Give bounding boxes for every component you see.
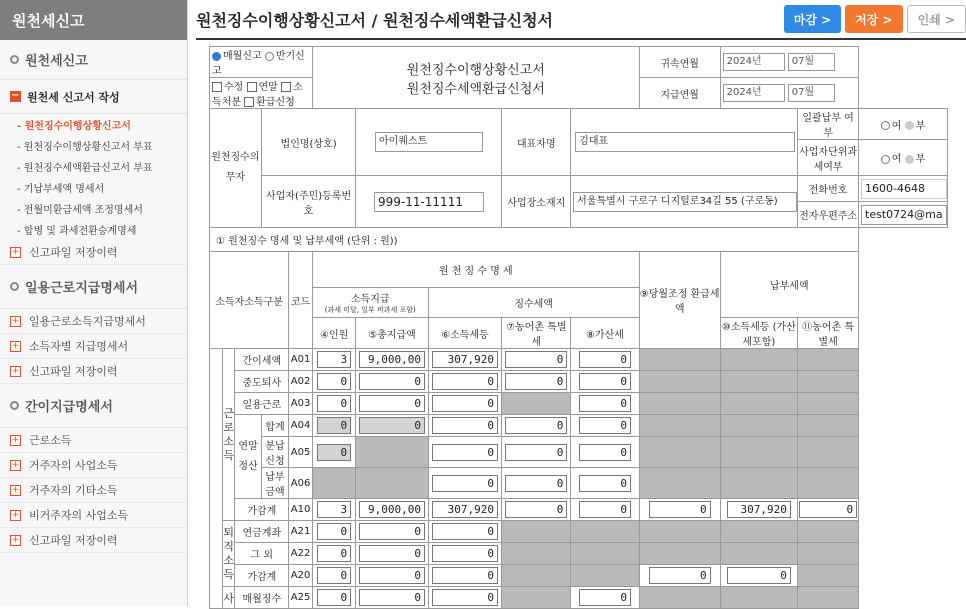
col10-header: ⑩소득세등 (가산세포함): [720, 318, 798, 349]
lump-label: 일괄납부 여부: [798, 109, 859, 140]
col7-header: ⑦농어촌 특별세: [502, 318, 571, 349]
belong-select-cell: [720, 47, 858, 78]
table-row: [210, 587, 948, 609]
unit-radio-cell: [859, 140, 948, 176]
radio-half[interactable]: [265, 52, 274, 61]
c8-input[interactable]: 0: [579, 444, 631, 461]
menu-resident-business[interactable]: [0, 453, 187, 478]
c8-input[interactable]: 0: [579, 589, 631, 606]
row-code: A06: [289, 468, 313, 499]
c5-input[interactable]: 0: [359, 545, 425, 562]
retire-label: 퇴직소득: [223, 521, 235, 587]
chk-year[interactable]: [247, 82, 257, 92]
section-title: ① 원천징수 명세 및 납부세액 (단위 : 원)): [210, 228, 859, 252]
chk-label: 소득처분: [212, 82, 303, 108]
row-code: A02: [289, 371, 313, 393]
radio-monthly[interactable]: [212, 52, 221, 61]
row-name: 연금계좌: [235, 521, 289, 543]
menu-withholding-status-report[interactable]: - 원천징수이행상황신고서: [17, 121, 131, 132]
phone-label: 전화번호: [798, 176, 859, 202]
row-name: 간이세액: [235, 349, 289, 371]
pay-year-select[interactable]: 2024년: [723, 84, 785, 102]
c5-input[interactable]: 9,000,00: [359, 501, 425, 518]
c6-input[interactable]: 0: [432, 475, 498, 492]
circle-icon: [10, 282, 19, 291]
row-code: A10: [289, 499, 313, 521]
plus-icon: +: [11, 459, 20, 470]
item-label: 거주자의 기타소득: [29, 484, 118, 497]
c5-input[interactable]: 0: [359, 373, 425, 390]
table-row: [210, 499, 948, 521]
c4-input[interactable]: 0: [317, 589, 351, 606]
toolbar: [196, 0, 966, 40]
chk-fix[interactable]: [212, 82, 222, 92]
item-label: 소득자별 지급명세서: [29, 340, 129, 353]
c7-input[interactable]: 0: [505, 501, 567, 518]
agent-label: 원천징수의무자: [210, 109, 262, 228]
c5-input[interactable]: 9,000,00: [359, 351, 425, 368]
radio-unit-no[interactable]: [905, 155, 914, 164]
adjust-header: ⑨당월조정 환급세액: [639, 252, 720, 349]
row-name: 납부금액: [261, 468, 288, 499]
next-group-label: 사: [223, 587, 235, 609]
col8-header: ⑧가산세: [571, 318, 640, 349]
plus-icon: +: [11, 534, 20, 545]
radio-label: 여: [891, 120, 902, 132]
table-row: [210, 371, 948, 393]
belong-month-select[interactable]: 07월: [788, 53, 835, 71]
row-name: 분납신청: [261, 437, 288, 468]
section-label: 원천세신고: [25, 54, 88, 69]
report-form: [209, 46, 948, 609]
page-title: 원천징수이행상황신고서 / 원천징수세액환급신청서: [196, 10, 554, 30]
tax-header: 징수세액: [428, 288, 639, 318]
pay-group-header: [312, 288, 428, 318]
row-name: 그 외: [235, 543, 289, 565]
menu-file-history-3[interactable]: [0, 528, 187, 553]
email-input[interactable]: test0724@ma: [861, 205, 947, 225]
name-label: 법인명(상호): [261, 109, 356, 176]
c5-input[interactable]: 0: [359, 523, 425, 540]
c6-input[interactable]: 0: [432, 373, 498, 390]
addr-label: 사업장소재지: [502, 176, 571, 228]
item-label: 신고파일 저장이력: [29, 534, 118, 547]
item-label: 일용근로소득지급명세서: [29, 315, 146, 328]
row-name: 합계: [261, 415, 288, 437]
menu-work-income[interactable]: [0, 428, 187, 453]
section-simple[interactable]: [0, 384, 187, 428]
item-label: 신고파일 저장이력: [29, 246, 118, 259]
radio-label: 여: [891, 154, 902, 165]
work-label: 근로소득: [223, 349, 235, 521]
checkbox-cell: [210, 78, 313, 109]
menu-file-history-1[interactable]: [0, 240, 187, 265]
item-label: 근로소득: [29, 434, 72, 447]
pay-label: 지급연월: [639, 78, 720, 109]
menu-status-report-attachment[interactable]: - 원천징수이행상황신고서 부표: [17, 142, 153, 153]
circle-icon: [10, 401, 19, 410]
yearend-label: 연말정산: [235, 415, 261, 499]
table-row: [210, 437, 948, 468]
biz-input[interactable]: 999-11-11111: [374, 192, 484, 212]
radio-label: 매월신고: [223, 51, 262, 62]
plus-icon: +: [11, 365, 20, 376]
table-row: [210, 543, 948, 565]
c9-input[interactable]: 0: [649, 567, 711, 584]
group-report-write[interactable]: [0, 80, 187, 114]
c10-input[interactable]: 307,920: [727, 501, 791, 518]
row-name: 일용근로: [235, 393, 289, 415]
c7-input[interactable]: 0: [505, 475, 567, 492]
menu-file-history-2[interactable]: [0, 359, 187, 384]
chk-label: 연말: [258, 82, 278, 93]
section-withholding[interactable]: [0, 40, 187, 80]
table-row: [210, 521, 948, 543]
section-daily-worker[interactable]: [0, 265, 187, 309]
col11-header: ⑪농어촌 특별세: [798, 318, 859, 349]
chk-label: 환급신청: [256, 97, 295, 108]
c6-input[interactable]: 307,920: [432, 351, 498, 368]
biz-label: 사업자(주민)등록번호: [261, 176, 356, 228]
payment-header: 납부세액: [720, 252, 858, 318]
radio-lump-yes[interactable]: [881, 121, 890, 130]
radio-lump-no[interactable]: [905, 121, 914, 130]
menu-merger[interactable]: - 합병 및 과세전환승계명세: [17, 226, 137, 237]
plus-icon: +: [11, 246, 20, 257]
row-code: A21: [289, 521, 313, 543]
row-name: 중도퇴사: [235, 371, 289, 393]
radio-label: 부: [915, 120, 926, 132]
radio-label: 반기신고: [212, 51, 305, 77]
item-label: 비거주자의 사업소득: [29, 509, 129, 522]
row-name: 가감계: [235, 565, 289, 587]
radio-unit-yes[interactable]: [881, 155, 890, 164]
menu-resident-other[interactable]: [0, 478, 187, 503]
doc-title-1: 원천징수이행상황신고서: [406, 62, 545, 78]
c6-input[interactable]: 0: [432, 395, 498, 412]
save-button[interactable]: 저장 >: [845, 5, 902, 33]
col5-header: ⑤총지급액: [356, 318, 428, 349]
item-label: 거주자의 사업소득: [29, 459, 118, 472]
belong-label: 귀속연월: [639, 47, 720, 78]
email-cell: [859, 202, 948, 228]
c6-input[interactable]: 0: [432, 567, 498, 584]
phone-cell: [859, 176, 948, 202]
row-code: A03: [289, 393, 313, 415]
belong-year-select[interactable]: 2024년: [723, 53, 785, 71]
c7-input[interactable]: 0: [505, 444, 567, 461]
plus-icon: +: [11, 509, 20, 520]
c4-input[interactable]: 3: [317, 351, 351, 368]
chk-refund[interactable]: [244, 97, 254, 107]
c4-input[interactable]: 0: [317, 523, 351, 540]
c6-input[interactable]: 0: [432, 444, 498, 461]
c9-input[interactable]: 0: [649, 501, 711, 518]
row-code: A25: [289, 587, 313, 609]
c4-input: 0: [317, 417, 351, 434]
pay-note: (과세 미달, 일부 비과세 포함): [324, 306, 416, 314]
doc-title: [312, 47, 639, 109]
name-cell: [356, 109, 502, 176]
pay-header: 소득지급: [350, 294, 390, 305]
c8-input[interactable]: 0: [579, 417, 631, 434]
col6-header: ⑥소득세등: [428, 318, 502, 349]
c8-input[interactable]: 0: [579, 501, 631, 518]
chk-label: 수정: [224, 82, 244, 93]
email-label: 전자우편주소: [798, 202, 859, 228]
circle-icon: [10, 55, 19, 64]
row-code: A05: [289, 437, 313, 468]
c4-input[interactable]: 0: [317, 395, 351, 412]
c4-input[interactable]: 0: [317, 545, 351, 562]
plus-icon: +: [11, 434, 20, 445]
blank-cell: [210, 349, 223, 609]
c6-input[interactable]: 0: [432, 417, 498, 434]
minus-icon: −: [11, 90, 20, 101]
table-row: [210, 565, 948, 587]
c8-input[interactable]: 0: [579, 395, 631, 412]
table-row: [210, 349, 948, 371]
menu-per-person[interactable]: [0, 334, 187, 359]
row-code: A04: [289, 415, 313, 437]
print-button[interactable]: 인쇄 >: [907, 5, 966, 33]
lump-radio-cell: [859, 109, 948, 140]
c5-input[interactable]: 0: [359, 589, 425, 606]
col4-header: ④인원: [312, 318, 356, 349]
doc-title-2: 원천징수세액환급신청서: [406, 81, 545, 97]
c8-input[interactable]: 0: [579, 373, 631, 390]
sidebar: [0, 0, 188, 606]
plus-icon: +: [11, 340, 20, 351]
row-name: 가감계: [235, 499, 289, 521]
section-label: 일용근로지급명세서: [25, 281, 139, 296]
menu-prepaid-tax[interactable]: - 기납부세액 명세서: [17, 184, 105, 195]
c4-input[interactable]: 0: [317, 373, 351, 390]
table-row: [210, 393, 948, 415]
c10-input[interactable]: 0: [727, 567, 791, 584]
row-code: A22: [289, 543, 313, 565]
addr-cell: [571, 176, 798, 228]
c6-input[interactable]: 0: [432, 523, 498, 540]
section-label: 간이지급명세서: [25, 400, 113, 415]
pay-select-cell: [720, 78, 858, 109]
c11-input[interactable]: 0: [799, 501, 857, 518]
c4-input: 0: [317, 444, 351, 461]
income-type-header: 소득자소득구분: [210, 252, 289, 349]
table-row: [210, 415, 948, 437]
plus-icon: +: [11, 484, 20, 495]
c6-input[interactable]: 0: [432, 545, 498, 562]
c6-input[interactable]: 307,920: [432, 501, 498, 518]
pay-month-select[interactable]: 07월: [788, 84, 835, 102]
row-code: A20: [289, 565, 313, 587]
c7-input[interactable]: 0: [505, 351, 567, 368]
row-name: 매월징수: [235, 587, 289, 609]
radio-label: 부: [915, 154, 926, 165]
menu-daily-income[interactable]: [0, 309, 187, 334]
c7-input[interactable]: 0: [505, 417, 567, 434]
c5-input: 0: [359, 417, 425, 434]
code-header: 코드: [289, 252, 313, 349]
unit-label: 사업자단위과세여부: [798, 140, 859, 176]
row-code: A01: [289, 349, 313, 371]
rep-label: 대표자명: [502, 109, 571, 176]
c4-input[interactable]: 3: [317, 501, 351, 518]
item-label: 신고파일 저장이력: [29, 365, 118, 378]
menu-refund-attachment[interactable]: - 원천징수세액환급신고서 부표: [17, 163, 153, 174]
table-row: [210, 468, 948, 499]
c8-input[interactable]: 0: [579, 475, 631, 492]
rep-cell: [571, 109, 798, 176]
group-label: 원천세 신고서 작성: [27, 90, 120, 104]
c5-input[interactable]: 0: [359, 395, 425, 412]
detail-header: 원 천 징 수 명 세: [312, 252, 639, 288]
c6-input[interactable]: 0: [432, 589, 498, 606]
c5-input[interactable]: 0: [359, 567, 425, 584]
rep-input[interactable]: 김대표: [575, 132, 795, 152]
addr-input[interactable]: 서울특별시 구로구 디지털로34길 55 (구로동): [573, 192, 797, 212]
menu-nonresident-business[interactable]: [0, 503, 187, 528]
biz-cell: [356, 176, 502, 228]
close-button[interactable]: 마감 >: [784, 5, 841, 33]
sidebar-title: 원천세신고: [0, 0, 187, 40]
c4-input[interactable]: 0: [317, 567, 351, 584]
menu-unrefunded-adjust[interactable]: - 전월미환급세액 조정명세서: [17, 205, 143, 216]
c7-input[interactable]: 0: [505, 373, 567, 390]
phone-input[interactable]: 1600-4648: [861, 179, 947, 199]
chk-dispose[interactable]: [281, 82, 291, 92]
report-type-cell: [210, 47, 313, 78]
plus-icon: +: [11, 315, 20, 326]
name-input[interactable]: 아이퀘스트: [375, 132, 483, 152]
c8-input[interactable]: 0: [579, 351, 631, 368]
